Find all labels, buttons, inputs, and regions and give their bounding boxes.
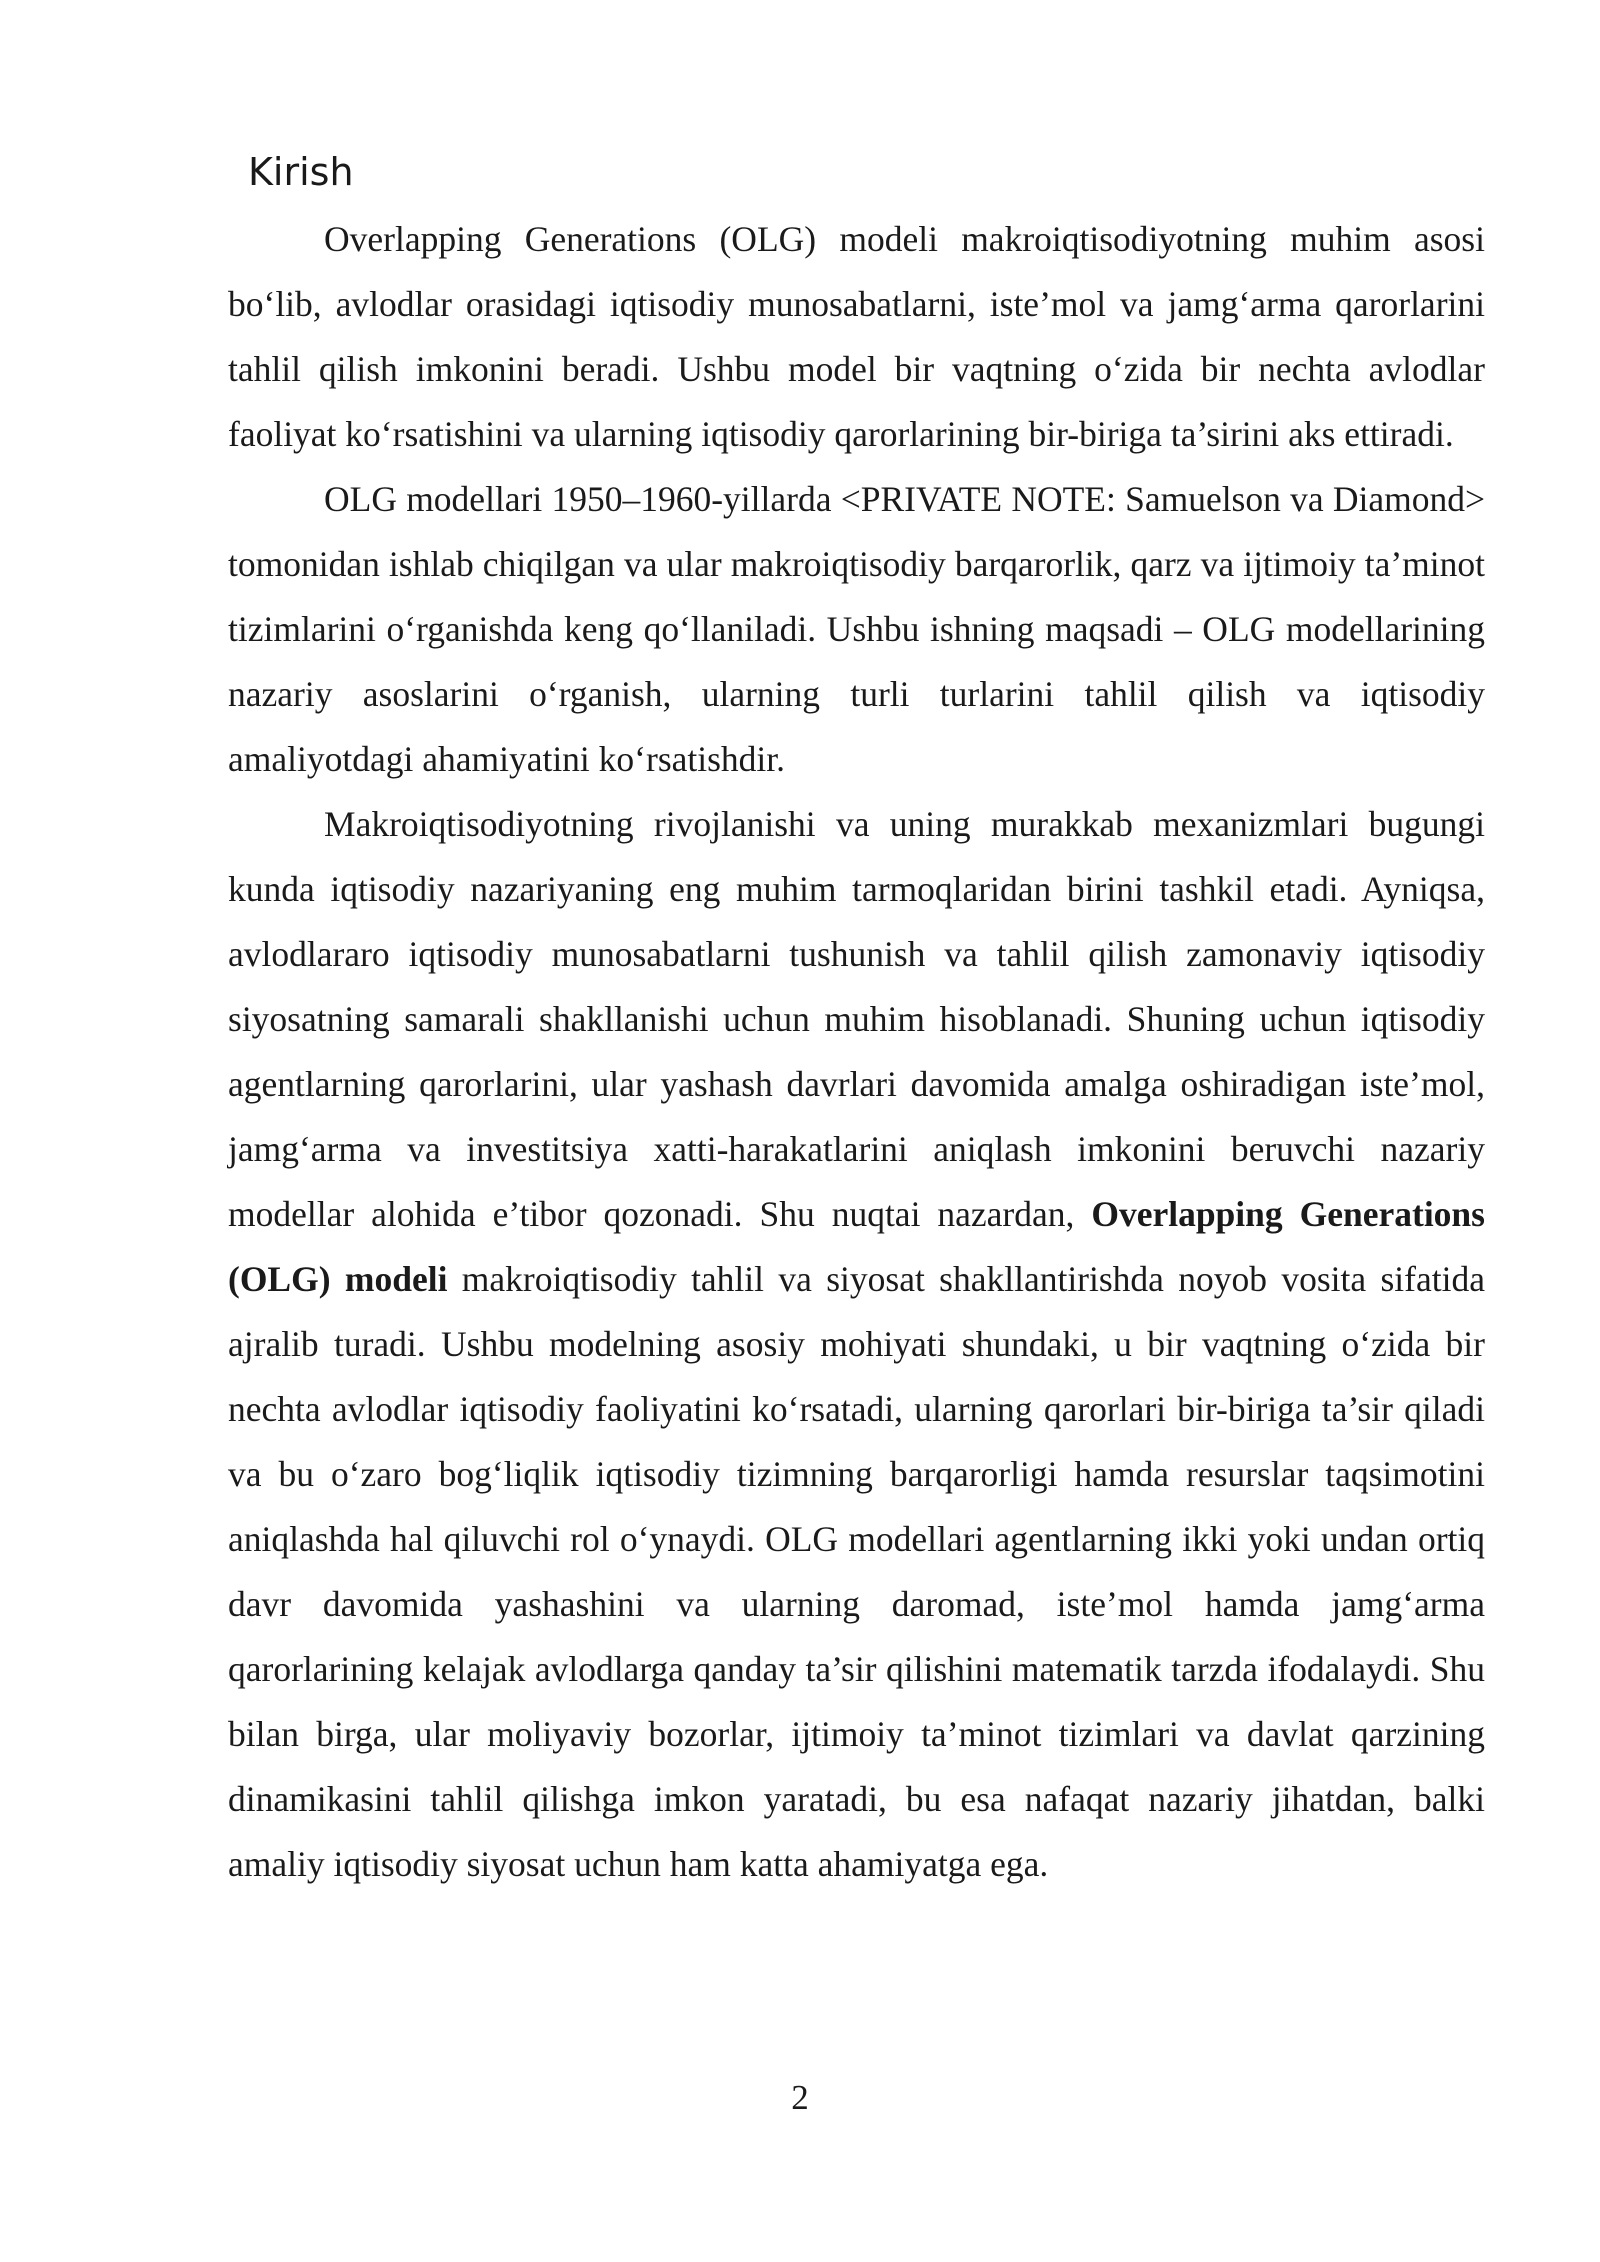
body-text — [228, 207, 1485, 1897]
paragraph-3-intro: Makroiqtisodiyotning rivojlanishi va uning murakkab mexanizmlari bugungi kunda iqtisodiy nazariyaning eng muhim tarmoqlaridan birini tashkil etadi. Ayniqsa, avlodlararo iqtisodiy munosabatlarni tushunish va tahlil qilish zamonaviy iqtisodiy siyosatning samarali shakllanishi uchun muhim hisoblanadi. Shuning uchun iqtisodiy agentlarning qarorlarini, ular yashash davrlari davomida amalga oshiradigan iste’mol, jamg‘arma va investitsiya xatti-harakatlarini aniqlash imkonini beruvchi nazariy modellar alohida e’tibor qozonadi. Shu nuqtai nazardan, — [228, 804, 1485, 1234]
section-heading: Kirish — [248, 150, 354, 194]
page-number: 2 — [791, 2078, 809, 2117]
paragraph-3-rest: makroiqtisodiy tahlil va siyosat shakllantirishda noyob vosita sifatida ajralib turadi. Ushbu modelning asosiy mohiyati shundaki, u bir vaqtning o‘zida bir nechta avlodlar iqtisodiy faoliyatini ko‘rsatadi, ularning qarorlari bir-biriga ta’sir qiladi va bu o‘zaro bog‘liqlik iqtisodiy tizimning barqarorligi hamda resurslar taqsimotini aniqlashda hal qiluvchi rol o‘ynaydi. OLG modellari agentlarning ikki yoki undan ortiq davr davomida yashashini va ularning daromad, iste’mol hamda jamg‘arma qarorlarining kelajak avlodlarga qanday ta’sir qilishini matematik tarzda ifodalaydi. Shu bilan birga, ular moliyaviy bozorlar, ijtimoiy ta’minot tizimlari va davlat qarzining dinamikasini tahlil qilishga imkon yaratadi, bu esa nafaqat nazariy jihatdan, balki amaliy iqtisodiy siyosat uchun ham katta ahamiyatga ega. — [228, 1259, 1485, 1884]
paragraph-3 — [228, 792, 1485, 1897]
paragraph-1: Overlapping Generations (OLG) modeli makroiqtisodiyotning muhim asosi bo‘lib, avlodlar orasidagi iqtisodiy munosabatlarni, iste’mol va jamg‘arma qarorlarini tahlil qilish imkonini beradi. Ushbu model bir vaqtning o‘zida bir nechta avlodlar faoliyat ko‘rsatishini va ularning iqtisodiy qarorlarining bir-biriga ta’sirini aks ettiradi. — [228, 219, 1485, 454]
bold-term: Overlapping Generations (OLG) modeli — [228, 1194, 1485, 1299]
paragraph-2: OLG modellari 1950–1960-yillarda <PRIVATE NOTE: Samuelson va Diamond> tomonidan ishlab chiqilgan va ular makroiqtisodiy barqarorlik, qarz va ijtimoiy ta’minot tizimlarini o‘rganishda keng qo‘llaniladi. Ushbu ishning maqsadi – OLG modellarining nazariy asoslarini o‘rganish, ularning turli turlarini tahlil qilish va iqtisodiy amaliyotdagi ahamiyatini ko‘rsatishdir. — [228, 479, 1485, 779]
